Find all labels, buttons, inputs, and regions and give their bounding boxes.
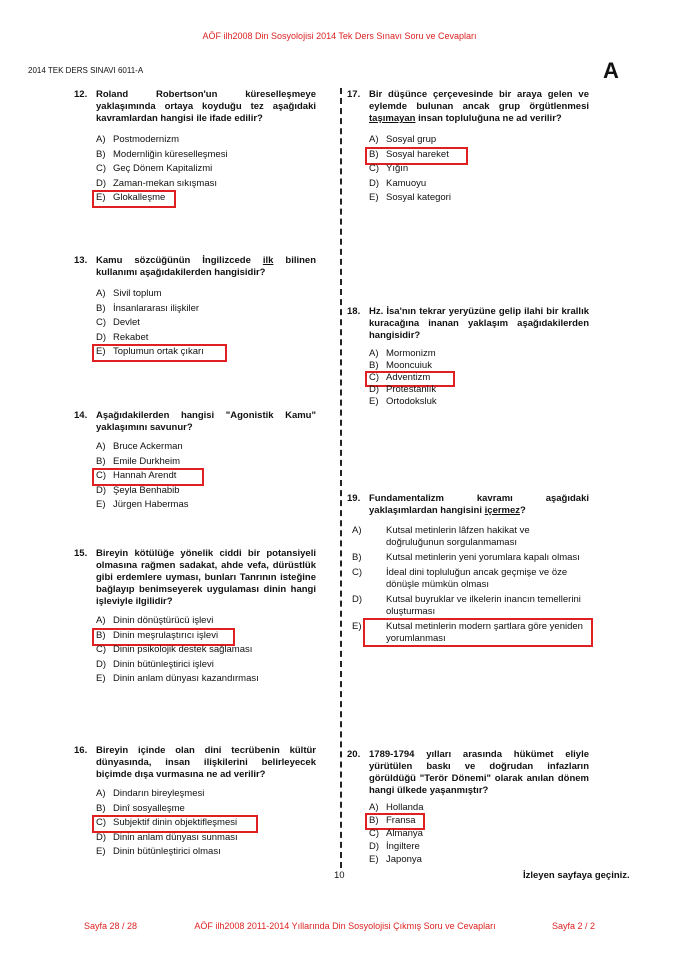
option-d[interactable]: D) Dinin anlam dünyası sunması	[96, 831, 238, 843]
question-stem: Fundamentalizm kavramı aşağıdaki yaklaşımlardan hangisini içermez?	[369, 493, 589, 516]
column-divider	[340, 88, 342, 868]
option-d[interactable]: D) Şeyla Benhabib	[96, 484, 180, 496]
question-19	[347, 493, 589, 648]
question-stem: Bireyin kötülüğe yönelik ciddi bir potansiyeli olmasına rağmen sadakat, ahde vefa, dürüstlük gibi erdemlere uyması, bunları Tanrının isteğine bağlayıp benimseyerek uygulaması dinin hangi işleviyle ilgilidir?	[96, 548, 316, 607]
next-page-note: İzleyen sayfaya geçiniz.	[523, 870, 630, 881]
question-18	[347, 306, 589, 408]
option-b[interactable]: B) İnsanlararası ilişkiler	[96, 302, 200, 314]
footer-right: Sayfa 2 / 2	[552, 921, 596, 931]
option-c[interactable]: C) Geç Dönem Kapitalizmi	[96, 163, 213, 174]
question-12	[74, 89, 316, 206]
question-number: 17.	[347, 89, 361, 100]
option-c[interactable]: C) Hannah Arendt	[96, 469, 316, 484]
option-d[interactable]: D) Kamuoyu	[369, 177, 427, 189]
option-a[interactable]: A) Bruce Ackerman	[96, 441, 183, 452]
option-a[interactable]: A) Sosyal grup	[369, 134, 437, 145]
option-c[interactable]: C) Almanya	[369, 828, 423, 839]
footer-left: Sayfa 28 / 28	[84, 921, 138, 931]
option-b[interactable]: B) Modernliğin küreselleşmesi	[96, 148, 228, 160]
question-number: 13.	[74, 255, 88, 266]
option-c[interactable]: C) Yığın	[369, 163, 409, 174]
option-e[interactable]: E) Ortodoksluk	[369, 396, 437, 407]
question-number: 14.	[74, 410, 88, 421]
option-a[interactable]: A) Hollanda	[369, 802, 424, 813]
option-e[interactable]: E) Glokalleşme	[96, 191, 316, 206]
question-13	[74, 255, 316, 360]
option-b[interactable]: B) Mooncuiuk	[369, 360, 432, 371]
question-20	[347, 749, 589, 866]
question-stem: 1789-1794 yılları arasında hükümet eliyle yürütülen baskı ve doğrudan infazların görüldüğü "Terör Dönemi" olarak anılan dönem hangi ülkede yaşanmıştır?	[369, 749, 589, 796]
option-a[interactable]: A) Mormonizm	[369, 348, 436, 359]
option-e[interactable]: E) Kutsal metinlerin modern şartlara göre yeniden yorumlanması	[369, 621, 589, 645]
option-c[interactable]: C) Devlet	[96, 317, 140, 328]
option-a[interactable]: A) Dinin dönüştürücü işlevi	[96, 615, 214, 626]
question-14	[74, 410, 316, 513]
option-d[interactable]: D) Protestanlık	[369, 384, 437, 395]
question-stem: Hz. İsa'nın tekrar yeryüzüne gelip ilahi bir krallık kuracağına inanan yaklaşım aşağıdakilerden hangisidir?	[369, 306, 589, 341]
option-b[interactable]: B) Emile Durkheim	[96, 455, 181, 467]
option-b[interactable]: B) Sosyal hareket	[369, 148, 589, 163]
option-d[interactable]: D) Kutsal buyruklar ve ilkelerin inancın temellerini oluşturması	[352, 594, 581, 617]
option-e[interactable]: E) Toplumun ortak çıkarı	[96, 345, 316, 360]
footer-center: AÖF ilh2008 2011-2014 Yıllarında Din Sosyolojisi Çıkmış Soru ve Cevapları	[194, 921, 496, 931]
question-stem: Aşağıdakilerden hangisi "Agonistik Kamu" yaklaşımını savunur?	[96, 410, 316, 433]
question-15	[74, 548, 316, 687]
question-stem: Kamu sözcüğünün İngilizcede ilk bilinen kullanımı aşağıdakilerden hangisidir?	[96, 255, 316, 278]
question-stem: Roland Robertson'un küreselleşmeye yaklaşımında ortaya koyduğu tez aşağıdaki kavramlardan hangisi ile ifade edilir?	[96, 89, 316, 124]
option-c[interactable]: C) İdeal dini topluluğun ancak geçmişe ve öze dönüşle mümkün olması	[352, 567, 568, 590]
option-d[interactable]: D) Rekabet	[96, 331, 149, 343]
option-e[interactable]: E) Japonya	[369, 854, 422, 865]
option-a[interactable]: A) Sivil toplum	[96, 288, 162, 299]
question-number: 20.	[347, 749, 361, 760]
option-c[interactable]: C) Adventizm	[369, 372, 589, 384]
option-b[interactable]: B) Dinin meşrulaştırıcı işlevi	[96, 629, 316, 644]
question-number: 18.	[347, 306, 361, 317]
option-e[interactable]: E) Jürgen Habermas	[96, 499, 189, 510]
option-d[interactable]: D) Dinin bütünleştirici işlevi	[96, 658, 214, 670]
question-number: 15.	[74, 548, 88, 559]
document-header-title: AÖF ilh2008 Din Sosyolojisi 2014 Tek Ders Sınavı Soru ve Cevapları	[202, 31, 477, 41]
option-c[interactable]: C) Dinin psikolojik destek sağlaması	[96, 644, 253, 655]
exam-code: 2014 TEK DERS SINAVI 6011-A	[28, 66, 144, 75]
question-17	[347, 89, 589, 206]
question-stem: Bireyin içinde olan dini tecrübenin kültür dünyasında, insan ilişkilerini belirleyecek biçimde dışa vurmasına ne ad verilir?	[96, 745, 316, 780]
booklet-letter: A	[603, 58, 619, 83]
option-b[interactable]: B) Kutsal metinlerin yeni yorumlara kapalı olması	[352, 552, 580, 563]
question-number: 16.	[74, 745, 88, 756]
option-b[interactable]: B) Fransa	[369, 814, 589, 827]
option-e[interactable]: E) Sosyal kategori	[369, 192, 451, 203]
option-a[interactable]: A) Kutsal metinlerin lâfzen hakikat ve doğruluğunun sorgulanmaması	[352, 525, 530, 548]
page-number: 10	[334, 870, 345, 881]
option-b[interactable]: B) Dinî sosyalleşme	[96, 802, 185, 814]
option-e[interactable]: E) Dinin bütünleştirici olması	[96, 846, 221, 857]
question-number: 12.	[74, 89, 88, 100]
option-a[interactable]: A) Dindarın bireyleşmesi	[96, 788, 205, 799]
option-d[interactable]: D) Zaman-mekan sıkışması	[96, 177, 217, 189]
option-a[interactable]: A) Postmodernizm	[96, 134, 179, 145]
question-16	[74, 745, 316, 860]
question-number: 19.	[347, 493, 361, 504]
option-d[interactable]: D) İngiltere	[369, 841, 420, 852]
option-c[interactable]: C) Subjektif dinin objektifleşmesi	[96, 816, 316, 831]
option-e[interactable]: E) Dinin anlam dünyası kazandırması	[96, 673, 259, 684]
question-stem: Bir düşünce çerçevesinde bir araya gelen ve eylemde bulunan ancak grup örgütlenmesi taşımayan insan topluluğuna ne ad verilir?	[369, 89, 589, 124]
